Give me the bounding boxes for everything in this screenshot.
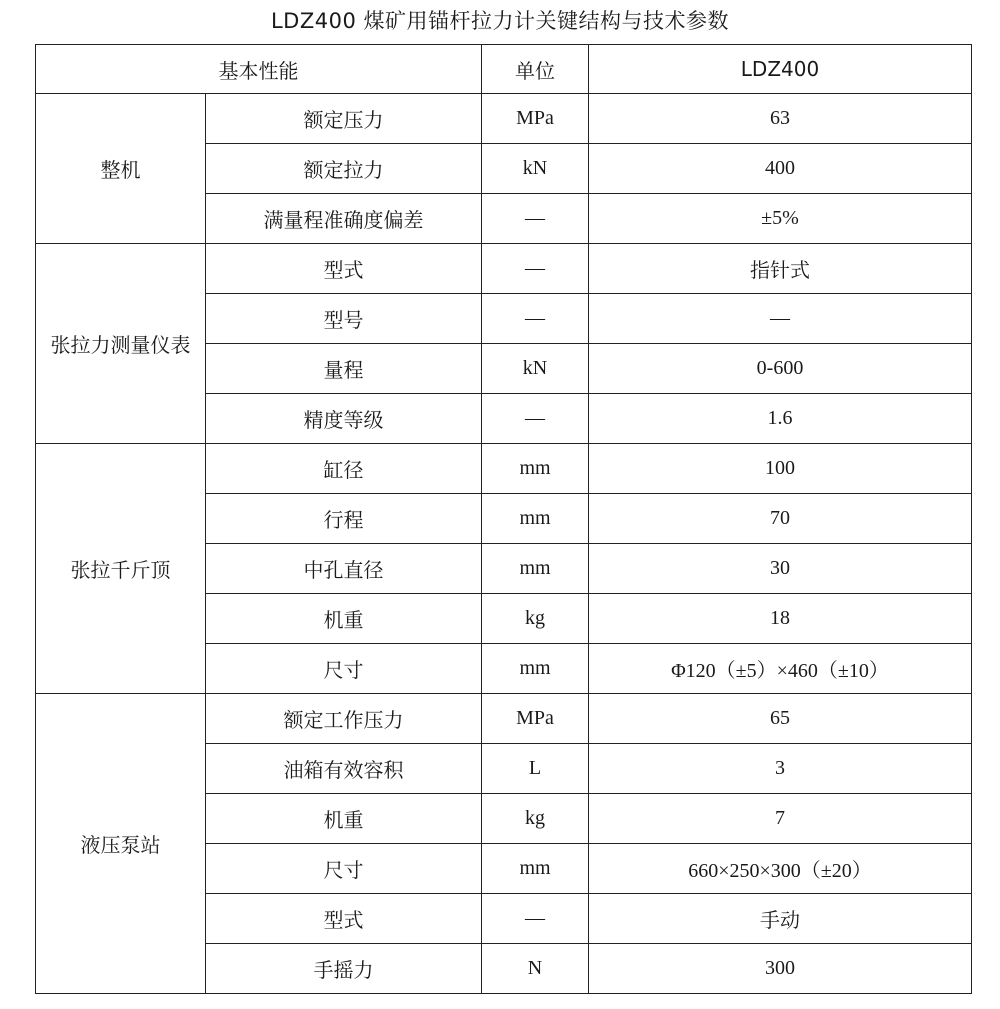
header-model: LDZ400 xyxy=(589,45,972,94)
unit-cell: N xyxy=(482,944,589,994)
param-cell: 满量程准确度偏差 xyxy=(206,194,482,244)
unit-cell: — xyxy=(482,894,589,944)
table-row xyxy=(36,244,972,294)
value-cell: 70 xyxy=(589,494,972,544)
value-cell: — xyxy=(589,294,972,344)
value-cell: 100 xyxy=(589,444,972,494)
unit-cell: — xyxy=(482,244,589,294)
unit-cell: kg xyxy=(482,594,589,644)
value-cell: Φ120（±5）×460（±10） xyxy=(589,644,972,694)
unit-cell: kg xyxy=(482,794,589,844)
table-row xyxy=(36,694,972,744)
param-cell: 型号 xyxy=(206,294,482,344)
param-cell: 机重 xyxy=(206,594,482,644)
param-cell: 机重 xyxy=(206,794,482,844)
unit-cell: — xyxy=(482,194,589,244)
unit-cell: mm xyxy=(482,544,589,594)
value-cell: 18 xyxy=(589,594,972,644)
header-unit: 单位 xyxy=(482,45,589,94)
unit-cell: MPa xyxy=(482,694,589,744)
param-cell: 油箱有效容积 xyxy=(206,744,482,794)
unit-cell: kN xyxy=(482,144,589,194)
param-cell: 中孔直径 xyxy=(206,544,482,594)
document-title: LDZ400 煤矿用锚杆拉力计关键结构与技术参数 xyxy=(270,9,729,33)
param-cell: 精度等级 xyxy=(206,394,482,444)
group-label: 张拉力测量仪表 xyxy=(36,244,206,444)
header-performance: 基本性能 xyxy=(36,45,482,94)
table-row xyxy=(36,94,972,144)
unit-cell: mm xyxy=(482,444,589,494)
value-cell: 1.6 xyxy=(589,394,972,444)
group-label: 液压泵站 xyxy=(36,694,206,994)
param-cell: 型式 xyxy=(206,894,482,944)
unit-cell: MPa xyxy=(482,94,589,144)
value-cell: 7 xyxy=(589,794,972,844)
unit-cell: mm xyxy=(482,494,589,544)
unit-cell: mm xyxy=(482,844,589,894)
param-cell: 手摇力 xyxy=(206,944,482,994)
table-row xyxy=(36,444,972,494)
group-label: 张拉千斤顶 xyxy=(36,444,206,694)
value-cell: 65 xyxy=(589,694,972,744)
group-label: 整机 xyxy=(36,94,206,244)
param-cell: 尺寸 xyxy=(206,844,482,894)
value-cell: 63 xyxy=(589,94,972,144)
unit-cell: — xyxy=(482,394,589,444)
value-cell: 0-600 xyxy=(589,344,972,394)
param-cell: 尺寸 xyxy=(206,644,482,694)
param-cell: 量程 xyxy=(206,344,482,394)
value-cell: 660×250×300（±20） xyxy=(589,844,972,894)
value-cell: 手动 xyxy=(589,894,972,944)
value-cell: ±5% xyxy=(589,194,972,244)
unit-cell: kN xyxy=(482,344,589,394)
param-cell: 额定拉力 xyxy=(206,144,482,194)
spec-body xyxy=(36,94,972,994)
header-row xyxy=(36,45,972,94)
param-cell: 型式 xyxy=(206,244,482,294)
value-cell: 300 xyxy=(589,944,972,994)
param-cell: 行程 xyxy=(206,494,482,544)
spec-table xyxy=(35,44,972,994)
param-cell: 缸径 xyxy=(206,444,482,494)
unit-cell: — xyxy=(482,294,589,344)
param-cell: 额定工作压力 xyxy=(206,694,482,744)
value-cell: 3 xyxy=(589,744,972,794)
value-cell: 30 xyxy=(589,544,972,594)
value-cell: 400 xyxy=(589,144,972,194)
unit-cell: mm xyxy=(482,644,589,694)
unit-cell: L xyxy=(482,744,589,794)
value-cell: 指针式 xyxy=(589,244,972,294)
param-cell: 额定压力 xyxy=(206,94,482,144)
